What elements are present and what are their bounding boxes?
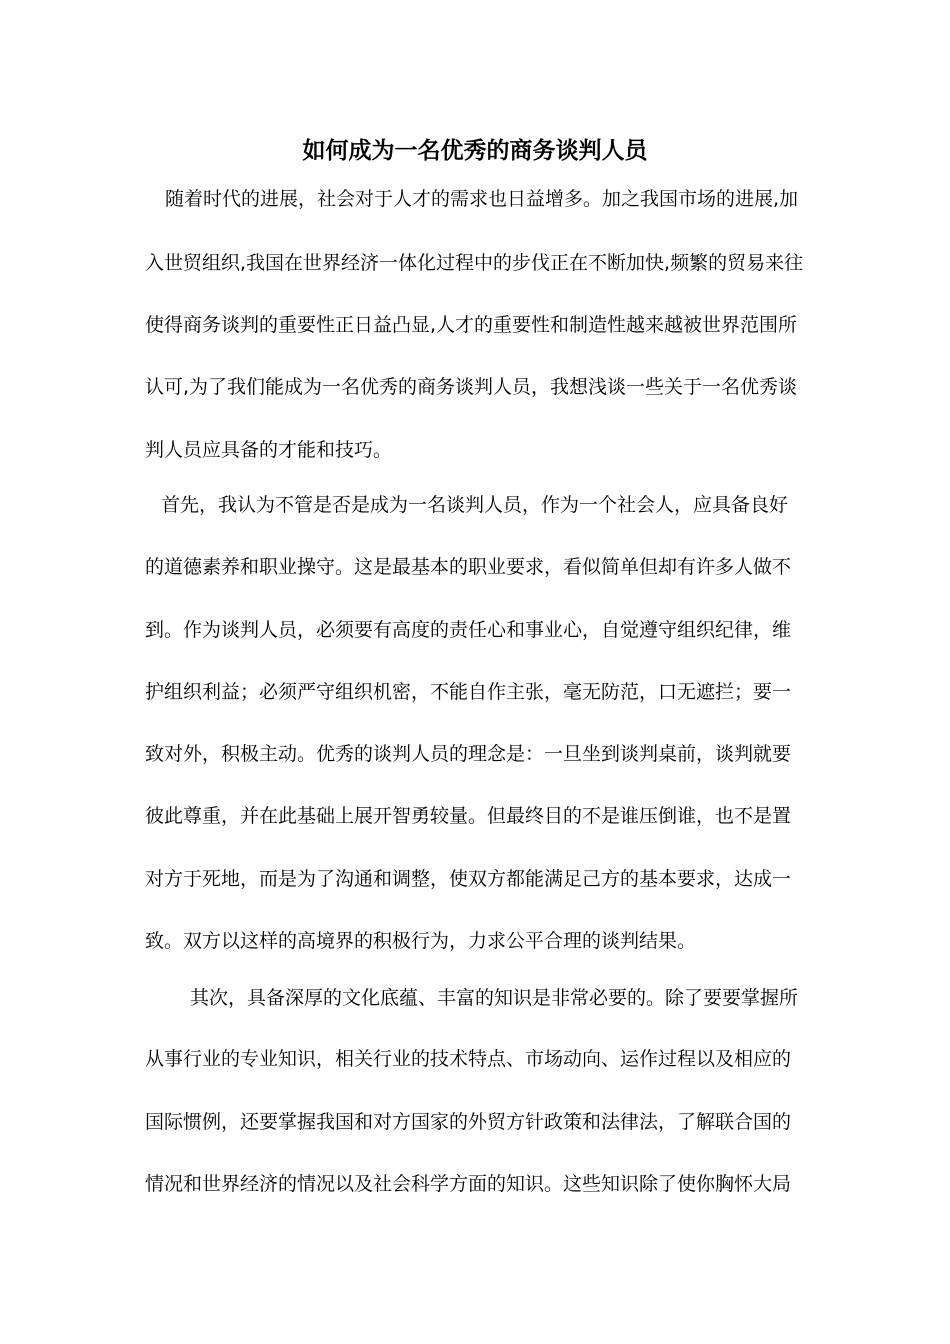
paragraph-line: 对方于死地，而是为了沟通和调整，使双方都能满足己方的基本要求，达成一 bbox=[145, 868, 792, 890]
paragraph-line: 认可,为了我们能成为一名优秀的商务谈判人员，我想浅谈一些关于一名优秀谈 bbox=[145, 376, 798, 398]
paragraph-line: 的道德素养和职业操守。这是最基本的职业要求，看似简单但却有许多人做不 bbox=[145, 556, 792, 578]
paragraph-line: 从事行业的专业知识，相关行业的技术特点、市场动向、运作过程以及相应的 bbox=[145, 1048, 792, 1070]
paragraph-line: 入世贸组织,我国在世界经济一体化过程中的步伐正在不断加快,频繁的贸易来往 bbox=[145, 252, 804, 274]
paragraph-line: 致。双方以这样的高境界的积极行为，力求公平合理的谈判结果。 bbox=[145, 930, 697, 952]
paragraph-line: 到。作为谈判人员，必须要有高度的责任心和事业心，自觉遵守组织纪律，维 bbox=[145, 619, 792, 641]
paragraph-line: 使得商务谈判的重要性正日益凸显,人才的重要性和制造性越来越被世界范围所 bbox=[145, 314, 798, 336]
document-title: 如何成为一名优秀的商务谈判人员 bbox=[302, 138, 648, 164]
paragraph-line: 彼此尊重，并在此基础上展开智勇较量。但最终目的不是谁压倒谁，也不是置 bbox=[145, 805, 792, 827]
paragraph-line: 护组织利益；必须严守组织机密，不能自作主张，毫无防范，口无遮拦；要一 bbox=[145, 681, 792, 703]
paragraph-line: 其次，具备深厚的文化底蕴、丰富的知识是非常必要的。除了要要掌握所 bbox=[190, 987, 799, 1009]
paragraph-line: 首先，我认为不管是否是成为一名谈判人员，作为一个社会人，应具备良好 bbox=[161, 494, 789, 516]
paragraph-line: 情况和世界经济的情况以及社会科学方面的知识。这些知识除了使你胸怀大局 bbox=[145, 1173, 792, 1195]
paragraph-line: 判人员应具备的才能和技巧。 bbox=[145, 439, 393, 461]
paragraph-line: 国际惯例，还要掌握我国和对方国家的外贸方针政策和法律法，了解联合国的 bbox=[145, 1111, 792, 1133]
paragraph-line: 随着时代的进展，社会对于人才的需求也日益增多。加之我国市场的进展,加 bbox=[165, 188, 799, 210]
paragraph-line: 致对外，积极主动。优秀的谈判人员的理念是：一旦坐到谈判桌前，谈判就要 bbox=[145, 743, 792, 765]
